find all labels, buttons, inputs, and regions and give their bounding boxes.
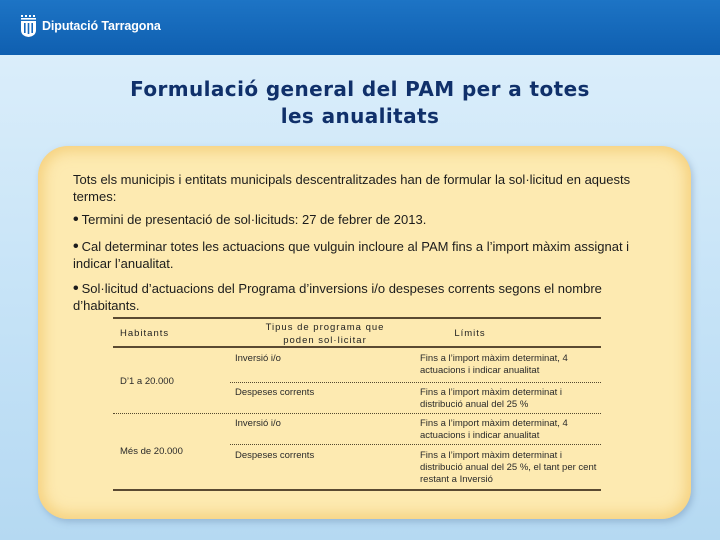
table-header-rule: [113, 346, 601, 348]
bullet-item: [73, 238, 653, 272]
column-header-habitants: Habitants: [120, 328, 170, 339]
intro-text: Tots els municipis i entitats municipals descentralitzades han de formular la sol·licitud en aquests termes:: [73, 172, 631, 204]
table-top-rule: [113, 317, 601, 319]
group-divider: [113, 413, 601, 414]
habitants-cell: Més de 20.000: [120, 446, 183, 457]
habitants-cell: D’1 a 20.000: [120, 376, 174, 387]
bullet-dot: •: [73, 211, 79, 228]
title-line-2: les anualitats: [280, 104, 440, 128]
column-header-limits: Límits: [454, 328, 486, 339]
table-bottom-rule: [113, 489, 601, 491]
row-divider: [230, 444, 601, 445]
diputacio-logo-icon: [21, 15, 36, 37]
limit-cell: Fins a l’import màxim determinat, 4 actuacions i indicar anualitat: [420, 418, 568, 441]
limit-cell: Fins a l’import màxim determinat, 4 actuacions i indicar anualitat: [420, 353, 568, 376]
brand-name: Diputació Tarragona: [42, 19, 161, 33]
limit-cell: Fins a l’import màxim determinat i distribució anual del 25 %, el tant per cent restant a Inversió: [420, 450, 597, 485]
bullet-item: [73, 211, 653, 228]
tipus-cell: Despeses corrents: [235, 387, 315, 398]
title-line-1: Formulació general del PAM per a totes: [130, 77, 590, 101]
page-title: [60, 76, 660, 130]
tipus-cell: Inversió i/o: [235, 418, 281, 429]
bullet-dot: •: [73, 280, 79, 297]
brand: [21, 15, 161, 37]
row-divider: [230, 382, 601, 383]
bullet-dot: •: [73, 238, 79, 255]
tipus-cell: Despeses corrents: [235, 450, 315, 461]
column-header-tipus: Tipus de programa que poden sol·licitar: [265, 322, 385, 346]
limit-cell: Fins a l’import màxim determinat i distribució anual del 25 %: [420, 387, 563, 410]
bullet-text: Cal determinar totes les actuacions que vulguin incloure al PAM fins a l’import màxim assignat i indicar l’anualitat.: [73, 239, 630, 271]
bullet-text: Termini de presentació de sol·licituds: 27 de febrer de 2013.: [81, 212, 427, 227]
bullet-text: Sol·licitud d’actuacions del Programa d’inversions i/o despeses corrents segons el nombre d’habitants.: [73, 281, 602, 313]
bullet-item: [73, 280, 653, 314]
tipus-cell: Inversió i/o: [235, 353, 281, 364]
header-bar: [0, 0, 720, 55]
